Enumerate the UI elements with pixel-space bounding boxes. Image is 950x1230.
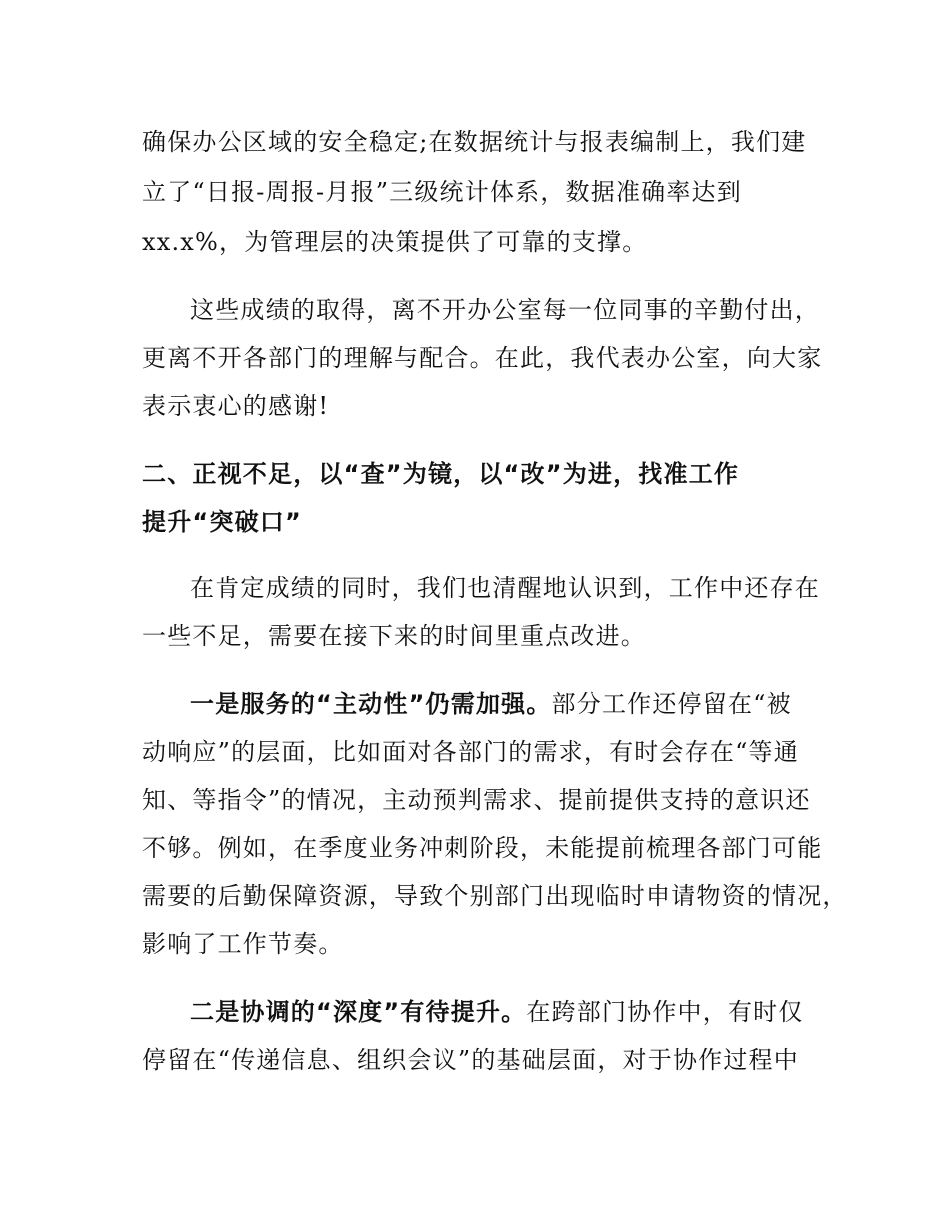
paragraph-line: 停留在“传递信息、组织会议”的基础层面，对于协作过程中 xyxy=(142,1046,799,1074)
paragraph-line xyxy=(190,689,792,719)
paragraph-line: 不够。例如，在季度业务冲刺阶段，未能提前梳理各部门可能 xyxy=(142,834,823,862)
paragraph-line xyxy=(190,997,804,1027)
paragraph-line: 动响应”的层面，比如面对各部门的需求，有时会存在“等通 xyxy=(142,738,799,766)
paragraph-line: 更离不开各部门的理解与配合。在此，我代表办公室，向大家 xyxy=(142,344,823,372)
paragraph-line: xx.x%，为管理层的决策提供了可靠的支撑。 xyxy=(142,228,648,256)
paragraph-text: 部分工作还停留在“被 xyxy=(551,690,792,718)
section-heading: 二、正视不足，以“查”为镜，以“改”为进，找准工作 xyxy=(142,460,740,488)
paragraph-line: 表示衷心的感谢! xyxy=(142,392,330,420)
paragraph-line: 立了“日报-周报-月报”三级统计体系，数据准确率达到 xyxy=(142,178,742,206)
section-heading: 提升“突破口” xyxy=(142,508,302,536)
paragraph-line: 一些不足，需要在接下来的时间里重点改进。 xyxy=(142,622,646,650)
paragraph-line: 确保办公区域的安全稳定;在数据统计与报表编制上，我们建 xyxy=(142,128,807,156)
paragraph-lead: 一是服务的“主动性”仍需加强。 xyxy=(190,690,552,718)
paragraph-text: 在跨部门协作中，有时仅 xyxy=(526,998,804,1026)
paragraph-lead: 二是协调的“深度”有待提升。 xyxy=(190,998,527,1026)
paragraph-line: 在肯定成绩的同时，我们也清醒地认识到，工作中还存在 xyxy=(190,574,820,602)
paragraph-line: 知、等指令”的情况，主动预判需求、提前提供支持的意识还 xyxy=(142,786,811,814)
paragraph-line: 这些成绩的取得，离不开办公室每一位同事的辛勤付出， xyxy=(190,296,820,324)
paragraph-line: 影响了工作节奏。 xyxy=(142,930,344,958)
paragraph-line: 需要的后勤保障资源，导致个别部门出现临时申请物资的情况， xyxy=(142,882,848,910)
